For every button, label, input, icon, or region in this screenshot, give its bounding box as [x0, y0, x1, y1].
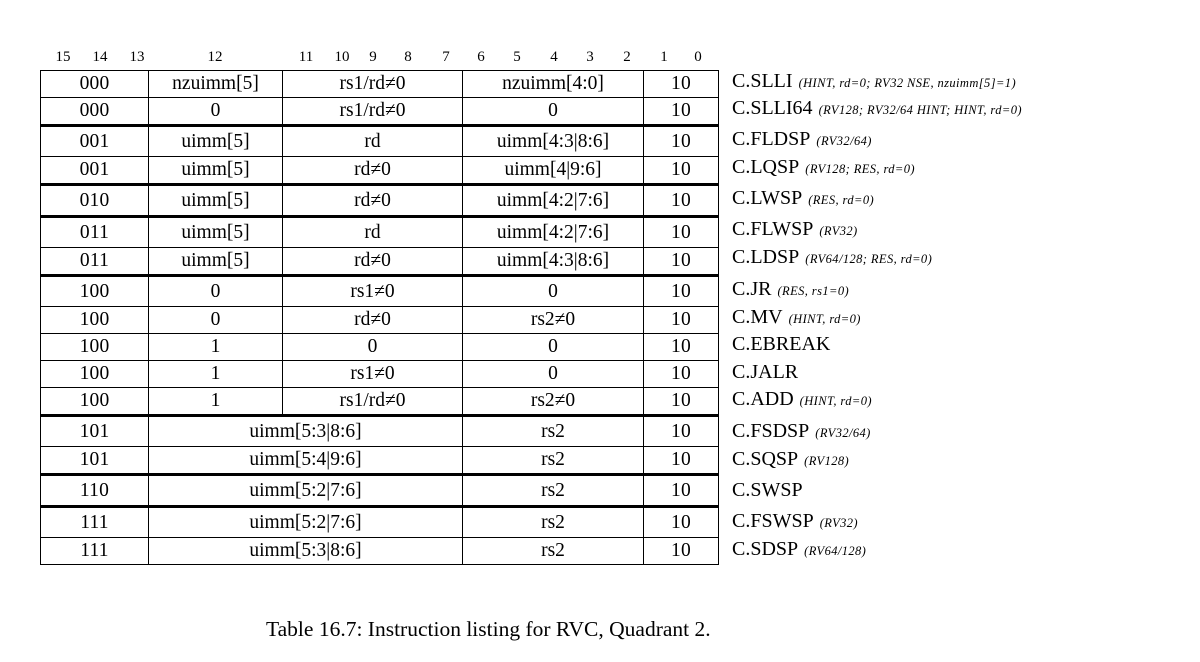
funct3-cell: 110	[41, 475, 149, 507]
instruction-name: C.FSDSP (RV32/64)	[732, 420, 871, 442]
instruction-note: (HINT, rd=0)	[799, 394, 872, 408]
table-row	[41, 388, 719, 416]
instruction-name: C.FLWSP (RV32)	[732, 218, 858, 240]
opcode-cell: 10	[644, 71, 719, 98]
bits12-7-cell: uimm[5:2|7:6]	[149, 475, 463, 507]
bits11-7-cell: rs1≠0	[283, 361, 463, 388]
bits11-7-cell: rd≠0	[283, 185, 463, 217]
bits6-2-cell: 0	[463, 334, 644, 361]
bits11-7-cell: rd≠0	[283, 248, 463, 276]
bits11-7-cell: rs1/rd≠0	[283, 388, 463, 416]
bit12-cell: uimm[5]	[149, 217, 283, 248]
opcode-cell: 10	[644, 307, 719, 334]
instruction-note: (RV128; RV32/64 HINT; HINT, rd=0)	[818, 103, 1022, 117]
bits6-2-cell: rs2	[463, 538, 644, 565]
table-row	[41, 507, 719, 538]
instruction-name: C.LQSP (RV128; RES, rd=0)	[732, 156, 915, 178]
funct3-cell: 100	[41, 307, 149, 334]
bit12-cell: 1	[149, 361, 283, 388]
opcode-cell: 10	[644, 447, 719, 475]
table-row	[41, 361, 719, 388]
bit12-cell: uimm[5]	[149, 126, 283, 157]
bit-label: 14	[92, 49, 108, 65]
bits12-7-cell: uimm[5:4|9:6]	[149, 447, 463, 475]
opcode-cell: 10	[644, 475, 719, 507]
instruction-name: C.LWSP (RES, rd=0)	[732, 187, 875, 209]
bit12-cell: 1	[149, 334, 283, 361]
instruction-note: (RV128; RES, rd=0)	[805, 162, 915, 176]
bits12-7-cell: uimm[5:3|8:6]	[149, 538, 463, 565]
instruction-note: (RV32)	[819, 224, 858, 238]
table-row	[41, 98, 719, 126]
bit-label: 3	[586, 49, 594, 65]
bits6-2-cell: uimm[4:3|8:6]	[463, 248, 644, 276]
bit-label: 5	[513, 49, 521, 65]
bit-label: 8	[404, 49, 412, 65]
opcode-cell: 10	[644, 248, 719, 276]
bit12-cell: 1	[149, 388, 283, 416]
bits6-2-cell: uimm[4:2|7:6]	[463, 185, 644, 217]
opcode-cell: 10	[644, 157, 719, 185]
instruction-name: C.JALR	[732, 361, 799, 383]
funct3-cell: 101	[41, 447, 149, 475]
funct3-cell: 001	[41, 157, 149, 185]
encoding-table	[40, 70, 719, 565]
bits6-2-cell: rs2	[463, 507, 644, 538]
instruction-note: (RV32/64)	[815, 426, 871, 440]
instruction-note: (RV32/64)	[816, 134, 872, 148]
instruction-name: C.LDSP (RV64/128; RES, rd=0)	[732, 246, 933, 268]
bit12-cell: nzuimm[5]	[149, 71, 283, 98]
bit-label: 13	[129, 49, 145, 65]
bit-label: 6	[477, 49, 485, 65]
opcode-cell: 10	[644, 388, 719, 416]
table-row	[41, 447, 719, 475]
funct3-cell: 100	[41, 388, 149, 416]
bits6-2-cell: uimm[4:2|7:6]	[463, 217, 644, 248]
instruction-note: (RV32)	[819, 516, 858, 530]
opcode-cell: 10	[644, 416, 719, 447]
funct3-cell: 101	[41, 416, 149, 447]
opcode-cell: 10	[644, 98, 719, 126]
bit12-cell: uimm[5]	[149, 185, 283, 217]
table-caption: Table 16.7: Instruction listing for RVC, Quadrant 2.	[266, 617, 711, 641]
table-row	[41, 217, 719, 248]
funct3-cell: 011	[41, 217, 149, 248]
funct3-cell: 001	[41, 126, 149, 157]
bit12-cell: uimm[5]	[149, 248, 283, 276]
opcode-cell: 10	[644, 334, 719, 361]
bits11-7-cell: rs1/rd≠0	[283, 98, 463, 126]
bits6-2-cell: uimm[4|9:6]	[463, 157, 644, 185]
table-row	[41, 185, 719, 217]
bit12-cell: uimm[5]	[149, 157, 283, 185]
bit12-cell: 0	[149, 276, 283, 307]
bits6-2-cell: rs2	[463, 447, 644, 475]
bits6-2-cell: rs2	[463, 475, 644, 507]
instruction-name: C.ADD (HINT, rd=0)	[732, 388, 872, 410]
bits11-7-cell: 0	[283, 334, 463, 361]
instruction-note: (RES, rs1=0)	[777, 284, 850, 298]
funct3-cell: 000	[41, 98, 149, 126]
instruction-name: C.JR (RES, rs1=0)	[732, 278, 850, 300]
table-row	[41, 248, 719, 276]
bits11-7-cell: rd	[283, 217, 463, 248]
instruction-note: (RV128)	[804, 454, 850, 468]
bits11-7-cell: rd	[283, 126, 463, 157]
bits6-2-cell: 0	[463, 98, 644, 126]
table-row	[41, 307, 719, 334]
bit-label: 11	[298, 49, 314, 65]
opcode-cell: 10	[644, 185, 719, 217]
bit-label: 7	[442, 49, 450, 65]
instruction-note: (RV64/128)	[804, 544, 867, 558]
table-row	[41, 334, 719, 361]
bits6-2-cell: 0	[463, 361, 644, 388]
bit-label: 10	[334, 49, 350, 65]
bits6-2-cell: 0	[463, 276, 644, 307]
instruction-name: C.EBREAK	[732, 333, 831, 355]
instruction-name: C.SWSP	[732, 479, 803, 501]
bits6-2-cell: uimm[4:3|8:6]	[463, 126, 644, 157]
funct3-cell: 111	[41, 538, 149, 565]
instruction-note: (HINT, rd=0; RV32 NSE, nzuimm[5]=1)	[798, 76, 1017, 90]
opcode-cell: 10	[644, 361, 719, 388]
instruction-note: (HINT, rd=0)	[788, 312, 861, 326]
table-row	[41, 416, 719, 447]
instruction-name: C.SQSP (RV128)	[732, 448, 850, 470]
opcode-cell: 10	[644, 276, 719, 307]
instruction-name: C.MV (HINT, rd=0)	[732, 306, 861, 328]
bits12-7-cell: uimm[5:3|8:6]	[149, 416, 463, 447]
bit12-cell: 0	[149, 307, 283, 334]
bits11-7-cell: rd≠0	[283, 307, 463, 334]
bits6-2-cell: rs2≠0	[463, 388, 644, 416]
bit-label: 1	[660, 49, 668, 65]
instruction-name: C.SLLI (HINT, rd=0; RV32 NSE, nzuimm[5]=1)	[732, 70, 1017, 92]
bit-label: 4	[550, 49, 558, 65]
table-row	[41, 126, 719, 157]
funct3-cell: 011	[41, 248, 149, 276]
bit-label: 0	[694, 49, 702, 65]
bits11-7-cell: rs1≠0	[283, 276, 463, 307]
instruction-name: C.SDSP (RV64/128)	[732, 538, 867, 560]
funct3-cell: 100	[41, 334, 149, 361]
opcode-cell: 10	[644, 507, 719, 538]
instruction-name: C.FSWSP (RV32)	[732, 510, 858, 532]
opcode-cell: 10	[644, 538, 719, 565]
funct3-cell: 000	[41, 71, 149, 98]
bits11-7-cell: rd≠0	[283, 157, 463, 185]
funct3-cell: 111	[41, 507, 149, 538]
instruction-note: (RV64/128; RES, rd=0)	[805, 252, 933, 266]
instruction-note: (RES, rd=0)	[808, 193, 875, 207]
table-row	[41, 276, 719, 307]
opcode-cell: 10	[644, 217, 719, 248]
bit-label: 15	[55, 49, 71, 65]
table-row	[41, 475, 719, 507]
instruction-name: C.SLLI64 (RV128; RV32/64 HINT; HINT, rd=0)	[732, 97, 1022, 119]
instruction-name: C.FLDSP (RV32/64)	[732, 128, 872, 150]
opcode-cell: 10	[644, 126, 719, 157]
table-row	[41, 71, 719, 98]
funct3-cell: 100	[41, 276, 149, 307]
table-row	[41, 157, 719, 185]
bit-label: 2	[623, 49, 631, 65]
bits6-2-cell: rs2	[463, 416, 644, 447]
bit-label: 12	[207, 49, 223, 65]
funct3-cell: 100	[41, 361, 149, 388]
table-row	[41, 538, 719, 565]
bits6-2-cell: rs2≠0	[463, 307, 644, 334]
bit12-cell: 0	[149, 98, 283, 126]
bits6-2-cell: nzuimm[4:0]	[463, 71, 644, 98]
bit-label: 9	[369, 49, 377, 65]
bits12-7-cell: uimm[5:2|7:6]	[149, 507, 463, 538]
bits11-7-cell: rs1/rd≠0	[283, 71, 463, 98]
funct3-cell: 010	[41, 185, 149, 217]
